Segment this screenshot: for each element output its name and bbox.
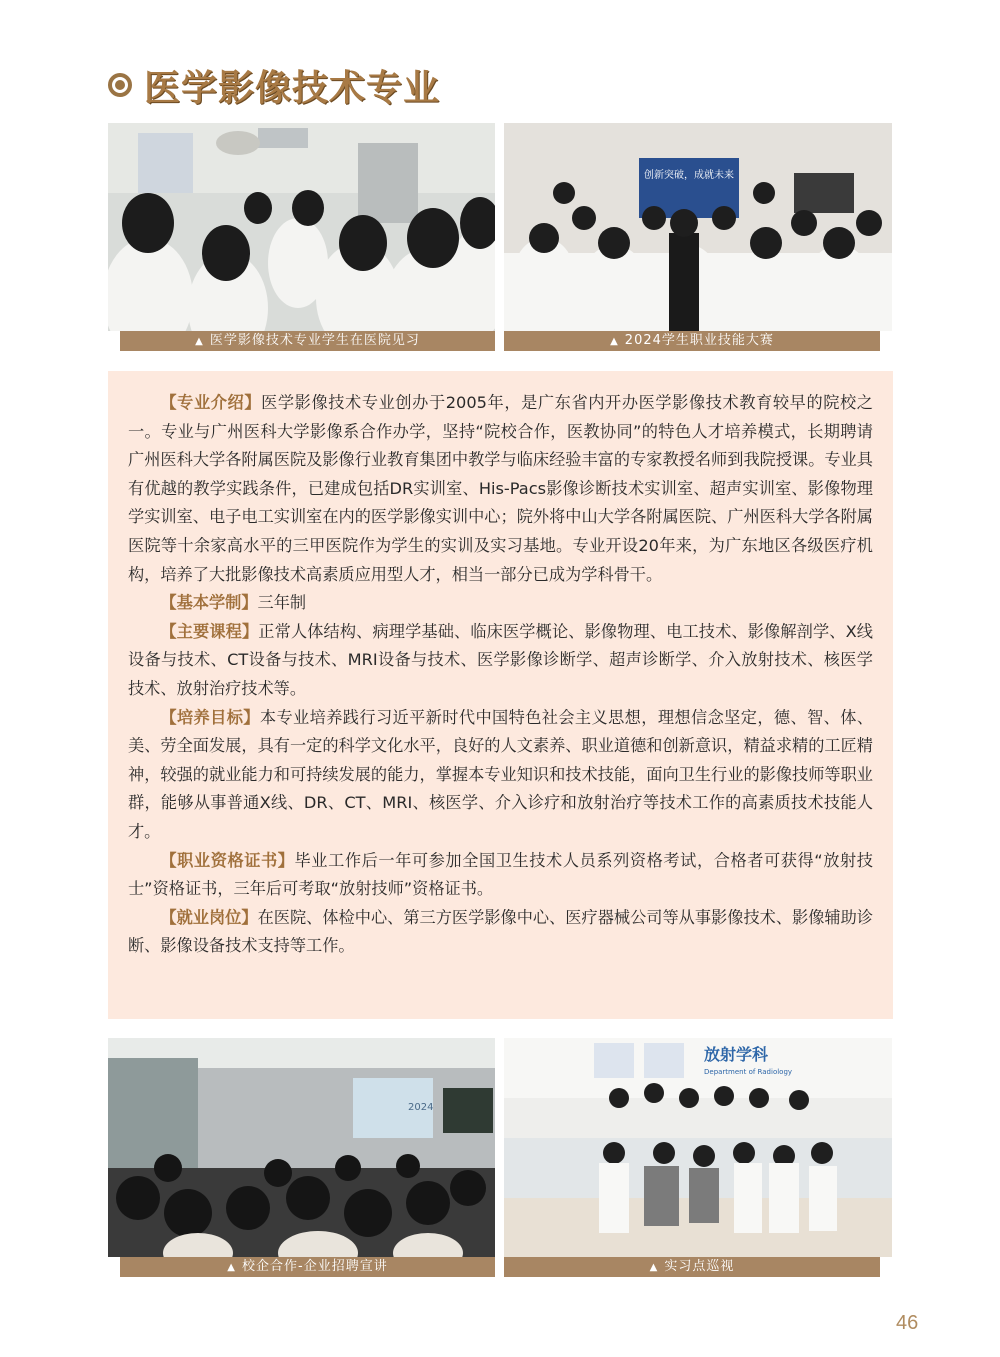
- major-introduction-panel: [108, 371, 893, 1019]
- photo-caption: ▲ 实习点巡视: [504, 1257, 880, 1277]
- certificate-paragraph: 【职业资格证书】毕业工作后一年可参加全国卫生技术人员系列资格考试，合格者可获得“放射技士”资格证书，三年后可考取“放射技师”资格证书。: [128, 850, 873, 899]
- up-triangle-icon: ▲: [610, 336, 619, 347]
- svg-text:2024: 2024: [408, 1102, 434, 1113]
- section-title: [108, 62, 440, 108]
- photo-recruitment-talk: [108, 1038, 495, 1257]
- goals-paragraph: 【培养目标】本专业培养践行习近平新时代中国特色社会主义思想，理想信念坚定，德、智、体、美、劳全面发展，具有一定的科学文化水平，良好的人文素养、职业道德和创新意识，精益求精的工匠精神，较强的就业能力和可持续发展的能力，掌握本专业知识和技术技能，面向卫生行业的影像技师等职业群，能够从事普通X线、DR、CT、MRI、核医学、介入诊疗和放射治疗等技术工作的高素质技术技能人才。: [128, 707, 874, 841]
- svg-text:创新突破，成就未来: 创新突破，成就未来: [644, 170, 734, 181]
- photo-caption: ▲ 医学影像技术专业学生在医院见习: [120, 331, 495, 351]
- courses-paragraph: 【主要课程】正常人体结构、病理学基础、临床医学概论、影像物理、电工技术、影像解剖学、X线设备与技术、CT设备与技术、MRI设备与技术、医学影像诊断学、超声诊断学、介入放射技术、核医学技术、放射治疗技术等。: [128, 621, 873, 698]
- svg-text:Department of Radiology: Department of Radiology: [704, 1068, 793, 1076]
- duration-paragraph: 【基本学制】三年制: [160, 593, 307, 613]
- photo-caption: ▲ 校企合作-企业招聘宣讲: [120, 1257, 495, 1277]
- page-number: 46: [896, 1312, 919, 1334]
- intro-paragraph: 【专业介绍】医学影像技术专业创办于2005年，是广东省内开办医学影像技术教育较早的院校之一。专业与广州医科大学影像系合作办学，坚持“院校合作，医教协同”的特色人才培养模式，长期聘请广州医科大学各附属医院及影像行业教育集团中教学与临床经验丰富的专家教授名师到我院授课。专业具有优越的教学实践条件，已建成包括DR实训室、His-Pacs影像诊断技术实训室、超声实训室、影像物理学实训室、电子电工实训室在内的医学影像实训中心；院外将中山大学各附属医院、广州医科大学各附属医院等十余家高水平的三甲医院作为学生的实训及实习基地。专业开设20年来，为广东地区各级医疗机构，培养了大批影像技术高素质应用型人才，相当一部分已成为学科骨干。: [128, 393, 873, 584]
- photo-caption: ▲ 2024学生职业技能大赛: [504, 331, 880, 351]
- photo-internship-inspection: [504, 1038, 892, 1257]
- up-triangle-icon: ▲: [195, 336, 204, 347]
- circle-bullet-icon: [108, 73, 132, 97]
- photo-skills-competition: [504, 123, 892, 331]
- up-triangle-icon: ▲: [649, 1262, 659, 1273]
- svg-text:放射学科: 放射学科: [704, 1045, 769, 1064]
- photo-hospital-observation: [108, 123, 495, 331]
- up-triangle-icon: ▲: [227, 1262, 236, 1273]
- page-title: 医学影像技术专业: [144, 66, 441, 109]
- jobs-paragraph: 【就业岗位】在医院、体检中心、第三方医学影像中心、医疗器械公司等从事影像技术、影像辅助诊断、影像设备技术支持等工作。: [128, 907, 874, 956]
